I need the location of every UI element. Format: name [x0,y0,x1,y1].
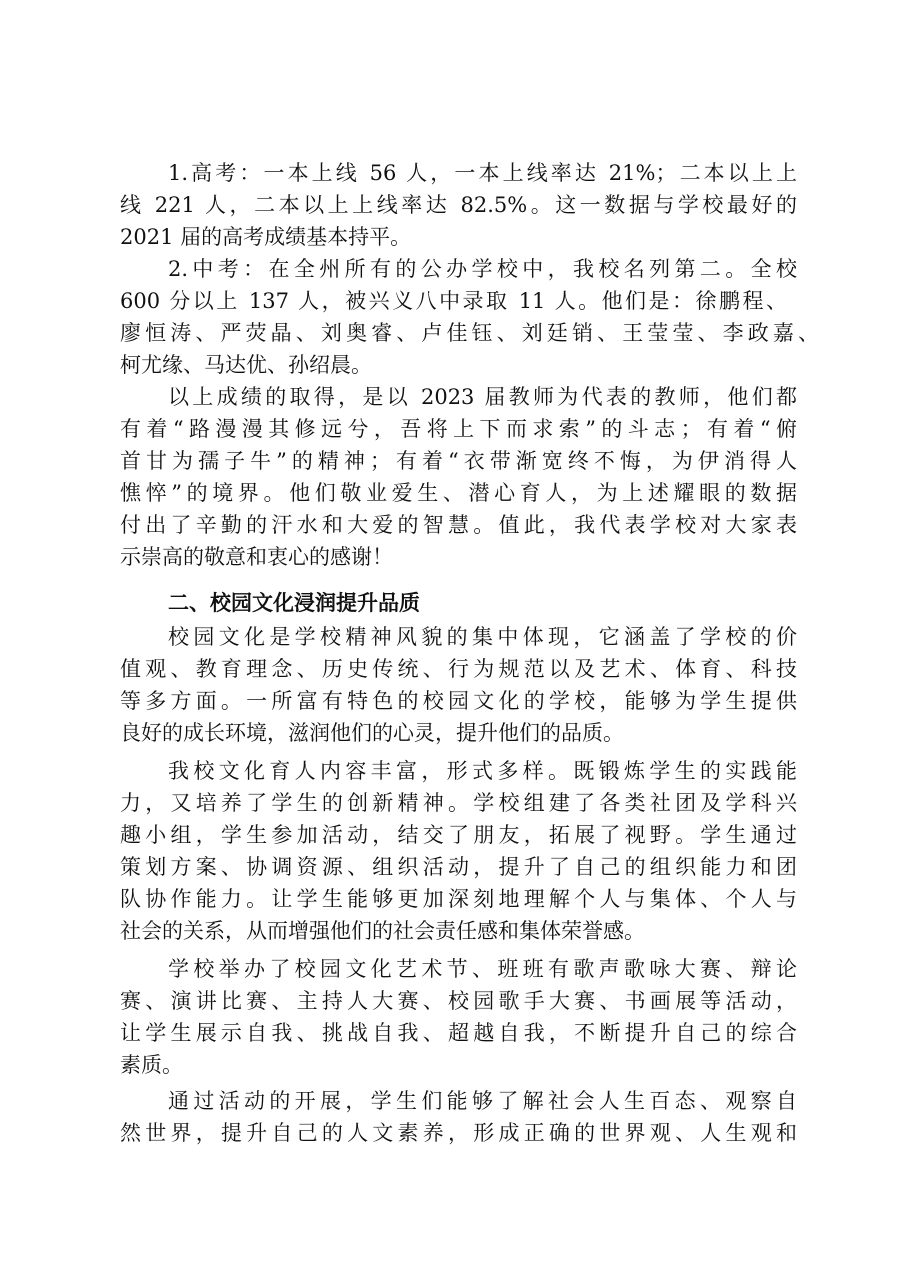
text-line: 等多方面。一所富有特色的校园文化的学校，能够为学生提供 [120,689,797,713]
text-line: 值观、教育理念、历史传统、行为规范以及艺术、体育、科技 [120,657,797,681]
text-line: 有着“路漫漫其修远兮，吾将上下而求索”的斗志；有着“俯 [120,417,797,441]
text-line: 策划方案、协调资源、组织活动，提升了自己的组织能力和团 [120,855,797,879]
text-line: 良好的成长环境，滋润他们的心灵，提升他们的品质。 [120,721,624,745]
section-heading: 二、校园文化浸润提升品质 [168,591,420,615]
text-line: 赛、演讲比赛、主持人大赛、校园歌手大赛、书画展等活动， [120,989,797,1013]
text-line: 示崇高的敬意和衷心的感谢！ [120,545,393,569]
text-line: 通过活动的开展，学生们能够了解社会人生百态、观察自 [168,1089,797,1113]
text-line: 让学生展示自我、挑战自我、超越自我，不断提升自己的综合 [120,1021,797,1045]
text-line: 线 221 人，二本以上上线率达 82.5%。这一数据与学校最好的 [120,193,797,217]
text-line: 2021 届的高考成绩基本持平。 [120,225,412,249]
text-line: 憔悴”的境界。他们敬业爱生、潜心育人，为上述耀眼的数据 [120,481,797,505]
text-line: 力，又培养了学生的创新精神。学校组建了各类社团及学科兴 [120,791,797,815]
text-line: 首甘为孺子牛”的精神；有着“衣带渐宽终不悔，为伊消得人 [120,449,797,473]
text-line: 然世界，提升自己的人文素养，形成正确的世界观、人生观和 [120,1121,797,1145]
text-line: 廖恒涛、严荧晶、刘奥睿、卢佳钰、刘廷销、王莹莹、李政嘉、 [120,321,819,345]
text-line: 600 分以上 137 人，被兴义八中录取 11 人。他们是：徐鹏程、 [120,289,787,313]
text-line: 我校文化育人内容丰富，形式多样。既锻炼学生的实践能 [168,759,797,783]
text-line: 1.高考：一本上线 56 人，一本上线率达 21%；二本以上上 [168,161,797,185]
text-line: 2.中考：在全州所有的公办学校中，我校名列第二。全校 [168,257,797,281]
text-line: 校园文化是学校精神风貌的集中体现，它涵盖了学校的价 [168,625,797,649]
text-line: 付出了辛勤的汗水和大爱的智慧。值此，我代表学校对大家表 [120,513,797,537]
text-line: 柯尤缘、马达优、孙绍晨。 [120,353,372,377]
text-line: 社会的关系，从而增强他们的社会责任感和集体荣誉感。 [120,919,645,943]
text-line: 队协作能力。让学生能够更加深刻地理解个人与集体、个人与 [120,887,797,911]
text-line: 素质。 [120,1053,183,1077]
text-line: 学校举办了校园文化艺术节、班班有歌声歌咏大赛、辩论 [168,957,797,981]
text-line: 以上成绩的取得，是以 2023 届教师为代表的教师，他们都 [168,385,797,409]
text-line: 趣小组，学生参加活动，结交了朋友，拓展了视野。学生通过 [120,823,797,847]
